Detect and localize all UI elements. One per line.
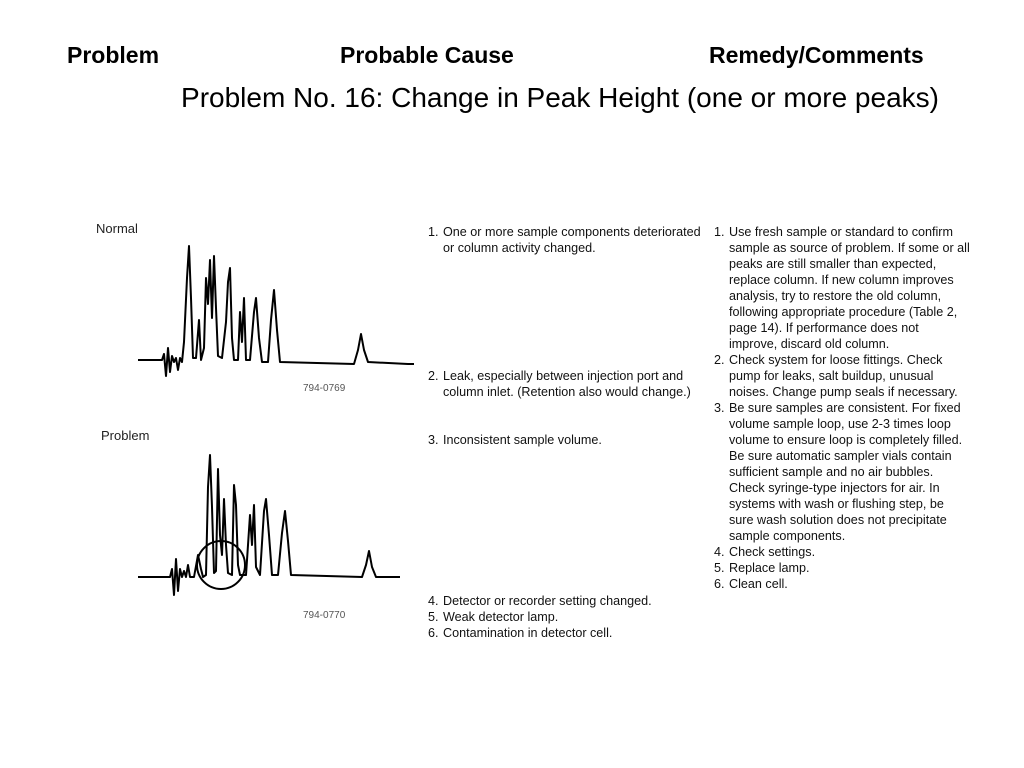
remedy-number: 5.	[714, 561, 725, 575]
remedy-number: 3.	[714, 401, 725, 415]
cause-list-4-6	[428, 593, 703, 641]
remedy-text: Check settings.	[729, 545, 816, 559]
cause-text: Contamination in detector cell.	[443, 626, 613, 640]
column-header-problem: Problem	[67, 42, 160, 68]
cause-text: Detector or recorder setting changed.	[443, 594, 652, 608]
remedy-text: Replace lamp.	[729, 561, 810, 575]
cause-text: Leak, especially between injection port and column inlet. (Retention also would change.)	[443, 369, 691, 399]
remedy-number: 6.	[714, 577, 725, 591]
remedy-text: Use fresh sample or standard to confirm sample as source of problem. If some or all peaks are still smaller than expected, replace column. If new column improves analysis, try to restore the old column, following appropriate procedure (Table 2, page 14). If performance does not improve, discard old column.	[729, 225, 970, 351]
cause-list-3	[428, 432, 703, 448]
normal-figure-label: Normal	[96, 221, 138, 236]
remedy-item	[714, 352, 970, 400]
page-title: Problem No. 16: Change in Peak Height (one or more peaks)	[181, 82, 939, 113]
cause-item	[428, 224, 703, 256]
remedy-item	[714, 544, 970, 560]
remedy-number: 1.	[714, 225, 725, 239]
normal-chromatogram-trace	[138, 246, 414, 376]
problem-figure-code: 794-0770	[303, 610, 346, 621]
cause-number: 3.	[428, 433, 439, 447]
remedy-text: Clean cell.	[729, 577, 788, 591]
cause-item	[428, 625, 703, 641]
normal-figure-code: 794-0769	[303, 383, 346, 394]
problem-chromatogram	[138, 445, 418, 605]
problem-figure-label: Problem	[101, 428, 150, 443]
cause-number: 2.	[428, 369, 439, 383]
cause-item	[428, 609, 703, 625]
problem-chromatogram-trace	[138, 455, 400, 595]
remedy-item	[714, 560, 970, 576]
cause-number: 1.	[428, 225, 439, 239]
cause-text: Inconsistent sample volume.	[443, 433, 602, 447]
normal-chromatogram	[138, 238, 418, 378]
remedy-text: Be sure samples are consistent. For fixed volume sample loop, use 2-3 times loop volume to ensure loop is completely filled. Be sure automatic sampler vials contain sufficient sample and no air bubbles. Check syringe-type injectors for air. In systems with wash or flushing step, be sure wash solution does not precipitate sample components.	[729, 401, 963, 543]
cause-item	[428, 432, 703, 448]
cause-item	[428, 368, 703, 400]
remedy-number: 2.	[714, 353, 725, 367]
remedy-item	[714, 576, 970, 592]
remedy-item	[714, 224, 970, 352]
column-header-probable-cause: Probable Cause	[340, 42, 514, 68]
remedy-item	[714, 400, 970, 544]
cause-number: 4.	[428, 594, 439, 608]
cause-list-1	[428, 224, 703, 256]
column-header-remedy: Remedy/Comments	[709, 42, 924, 68]
cause-item	[428, 593, 703, 609]
cause-text: One or more sample components deteriorated or column activity changed.	[443, 225, 701, 255]
remedy-list	[714, 224, 970, 592]
cause-number: 5.	[428, 610, 439, 624]
cause-text: Weak detector lamp.	[443, 610, 559, 624]
cause-number: 6.	[428, 626, 439, 640]
cause-list-2	[428, 368, 703, 400]
remedy-text: Check system for loose fittings. Check pump for leaks, salt buildup, unusual noises. Change pump seals if necessary.	[729, 353, 958, 399]
remedy-number: 4.	[714, 545, 725, 559]
